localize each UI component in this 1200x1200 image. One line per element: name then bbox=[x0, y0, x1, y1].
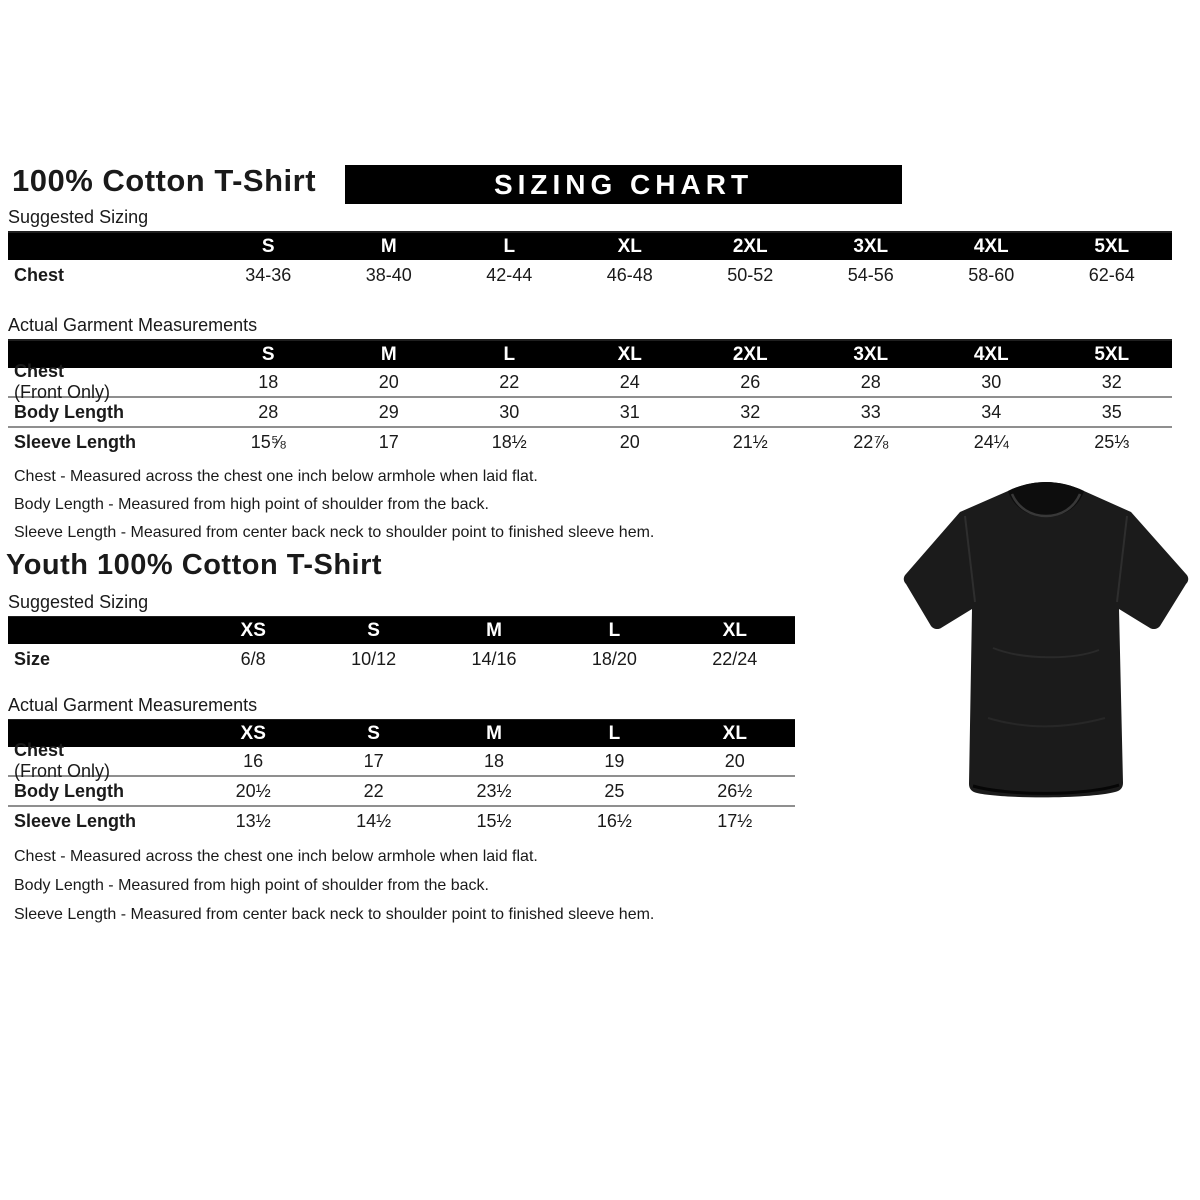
measurement-cell: 33 bbox=[860, 401, 881, 422]
measurement-cell: 21½ bbox=[732, 431, 768, 452]
measurement-cell: 25⅓ bbox=[1094, 431, 1130, 452]
row-label-cell bbox=[8, 781, 193, 802]
measurement-cell: 23½ bbox=[476, 780, 512, 801]
size-column-header: 4XL bbox=[973, 235, 1009, 257]
measurement-cell: 35 bbox=[1101, 401, 1122, 422]
size-column-header: XL bbox=[722, 619, 747, 641]
size-column-header: 2XL bbox=[732, 235, 768, 257]
sizing-chart-banner-text: SIZING CHART bbox=[493, 168, 754, 200]
note-line: Chest - Measured across the chest one inch below armhole when laid flat. bbox=[14, 848, 538, 865]
measurement-cell: 50-52 bbox=[727, 264, 774, 285]
youth-measurement-notes bbox=[14, 842, 654, 929]
table-row bbox=[8, 426, 1172, 456]
measurement-cell: 10/12 bbox=[351, 648, 397, 669]
measurement-cell: 22⅞ bbox=[853, 431, 889, 452]
measurement-cell: 14/16 bbox=[471, 648, 517, 669]
measurement-cell: 22 bbox=[499, 371, 520, 392]
youth-actual-measurements-heading: Actual Garment Measurements bbox=[8, 695, 795, 721]
measurement-cell: 18 bbox=[483, 750, 504, 771]
row-label-cell bbox=[8, 649, 193, 670]
table-row bbox=[8, 740, 795, 781]
measurement-cell: 16 bbox=[243, 750, 264, 771]
measurement-cell: 58-60 bbox=[968, 264, 1015, 285]
size-column-header: XS bbox=[240, 619, 266, 641]
measurement-cell: 24 bbox=[619, 371, 640, 392]
measurement-cell: 26½ bbox=[717, 780, 753, 801]
youth-actual-measurements-table bbox=[8, 720, 795, 835]
table-header-row bbox=[8, 617, 795, 644]
size-column-header: 5XL bbox=[1094, 235, 1130, 257]
size-column-header: L bbox=[503, 343, 516, 365]
size-column-header: S bbox=[261, 343, 275, 365]
measurement-cell: 20 bbox=[378, 371, 399, 392]
measurement-cell: 26 bbox=[740, 371, 761, 392]
row-label-cell bbox=[8, 402, 208, 423]
row-label: Chest bbox=[14, 361, 65, 381]
row-label: Size bbox=[14, 648, 51, 669]
size-column-header: S bbox=[367, 722, 380, 744]
measurement-cell: 6/8 bbox=[240, 648, 266, 669]
measurement-cell: 15⅝ bbox=[250, 431, 286, 452]
measurement-cell: 38-40 bbox=[365, 264, 412, 285]
adult-suggested-sizing-heading: Suggested Sizing bbox=[8, 207, 1172, 233]
youth-suggested-sizing-table bbox=[8, 617, 795, 674]
table-header-row bbox=[8, 233, 1172, 260]
measurement-cell: 18/20 bbox=[591, 648, 637, 669]
measurement-cell: 19 bbox=[604, 750, 625, 771]
row-label: Body Length bbox=[14, 780, 124, 801]
size-column-header: XS bbox=[240, 722, 266, 744]
row-label-cell bbox=[8, 811, 193, 832]
table-row bbox=[8, 805, 795, 835]
row-label-suffix: (Front Only) bbox=[14, 761, 111, 781]
black-tshirt-illustration bbox=[893, 468, 1199, 818]
row-label: Chest bbox=[14, 264, 65, 285]
row-label: Body Length bbox=[14, 401, 124, 422]
measurement-cell: 17½ bbox=[717, 810, 753, 831]
size-column-header: S bbox=[367, 619, 380, 641]
measurement-cell: 42-44 bbox=[486, 264, 533, 285]
measurement-cell: 24¼ bbox=[973, 431, 1009, 452]
measurement-cell: 16½ bbox=[596, 810, 632, 831]
size-column-header: L bbox=[608, 722, 621, 744]
size-column-header: XL bbox=[617, 235, 642, 257]
measurement-cell: 13½ bbox=[235, 810, 271, 831]
measurement-cell: 25 bbox=[604, 780, 625, 801]
measurement-cell: 29 bbox=[378, 401, 399, 422]
measurement-cell: 17 bbox=[363, 750, 384, 771]
size-column-header: 3XL bbox=[853, 343, 889, 365]
table-row bbox=[8, 644, 795, 674]
measurement-cell: 28 bbox=[258, 401, 279, 422]
row-label-cell bbox=[8, 361, 208, 403]
measurement-cell: 15½ bbox=[476, 810, 512, 831]
size-column-header: 2XL bbox=[732, 343, 768, 365]
size-column-header: M bbox=[486, 619, 502, 641]
measurement-cell: 32 bbox=[1101, 371, 1122, 392]
measurement-cell: 46-48 bbox=[606, 264, 653, 285]
row-label-cell bbox=[8, 740, 193, 782]
size-column-header: XL bbox=[617, 343, 642, 365]
measurement-cell: 32 bbox=[740, 401, 761, 422]
measurement-cell: 34 bbox=[981, 401, 1002, 422]
size-column-header: L bbox=[503, 235, 516, 257]
measurement-cell: 54-56 bbox=[847, 264, 894, 285]
measurement-cell: 18 bbox=[258, 371, 279, 392]
tshirt-product-image bbox=[893, 468, 1199, 818]
measurement-cell: 22 bbox=[363, 780, 384, 801]
measurement-cell: 62-64 bbox=[1088, 264, 1135, 285]
size-column-header: M bbox=[380, 343, 397, 365]
size-column-header: S bbox=[261, 235, 275, 257]
sizing-chart-banner bbox=[345, 165, 902, 204]
measurement-cell: 31 bbox=[619, 401, 640, 422]
row-label: Sleeve Length bbox=[14, 810, 137, 831]
measurement-cell: 14½ bbox=[356, 810, 392, 831]
measurement-cell: 20 bbox=[619, 431, 640, 452]
size-column-header: 4XL bbox=[973, 343, 1009, 365]
adult-suggested-sizing-table bbox=[8, 233, 1172, 290]
size-column-header: 3XL bbox=[853, 235, 889, 257]
size-column-header: 5XL bbox=[1094, 343, 1130, 365]
measurement-cell: 30 bbox=[981, 371, 1002, 392]
measurement-cell: 18½ bbox=[491, 431, 527, 452]
note-line: Sleeve Length - Measured from center back neck to shoulder point to finished sleeve hem. bbox=[14, 906, 655, 923]
measurement-cell: 17 bbox=[378, 431, 399, 452]
measurement-cell: 30 bbox=[499, 401, 520, 422]
adult-actual-measurements-table bbox=[8, 341, 1172, 456]
measurement-cell: 22/24 bbox=[712, 648, 758, 669]
row-label: Chest bbox=[14, 740, 65, 760]
adult-actual-measurements-heading: Actual Garment Measurements bbox=[8, 315, 1172, 341]
size-column-header: L bbox=[608, 619, 621, 641]
note-line: Chest - Measured across the chest one inch below armhole when laid flat. bbox=[14, 468, 538, 485]
row-label-cell bbox=[8, 265, 208, 286]
size-column-header: M bbox=[486, 722, 502, 744]
note-line: Body Length - Measured from high point of shoulder from the back. bbox=[14, 877, 489, 894]
measurement-cell: 28 bbox=[860, 371, 881, 392]
adult-section-title: 100% Cotton T-Shirt bbox=[12, 163, 317, 198]
row-label-suffix: (Front Only) bbox=[14, 382, 111, 402]
size-column-header: XL bbox=[722, 722, 747, 744]
adult-measurement-notes bbox=[14, 463, 654, 547]
table-row bbox=[8, 361, 1172, 402]
row-label-cell bbox=[8, 432, 208, 453]
measurement-cell: 34-36 bbox=[245, 264, 292, 285]
size-column-header: M bbox=[380, 235, 397, 257]
youth-section-title: Youth 100% Cotton T-Shirt bbox=[6, 549, 383, 581]
measurement-cell: 20½ bbox=[235, 780, 271, 801]
youth-suggested-sizing-heading: Suggested Sizing bbox=[8, 592, 795, 618]
table-row bbox=[8, 260, 1172, 290]
measurement-cell: 20 bbox=[724, 750, 745, 771]
row-label: Sleeve Length bbox=[14, 431, 137, 452]
note-line: Sleeve Length - Measured from center back neck to shoulder point to finished sleeve hem. bbox=[14, 524, 655, 541]
note-line: Body Length - Measured from high point of shoulder from the back. bbox=[14, 496, 489, 513]
